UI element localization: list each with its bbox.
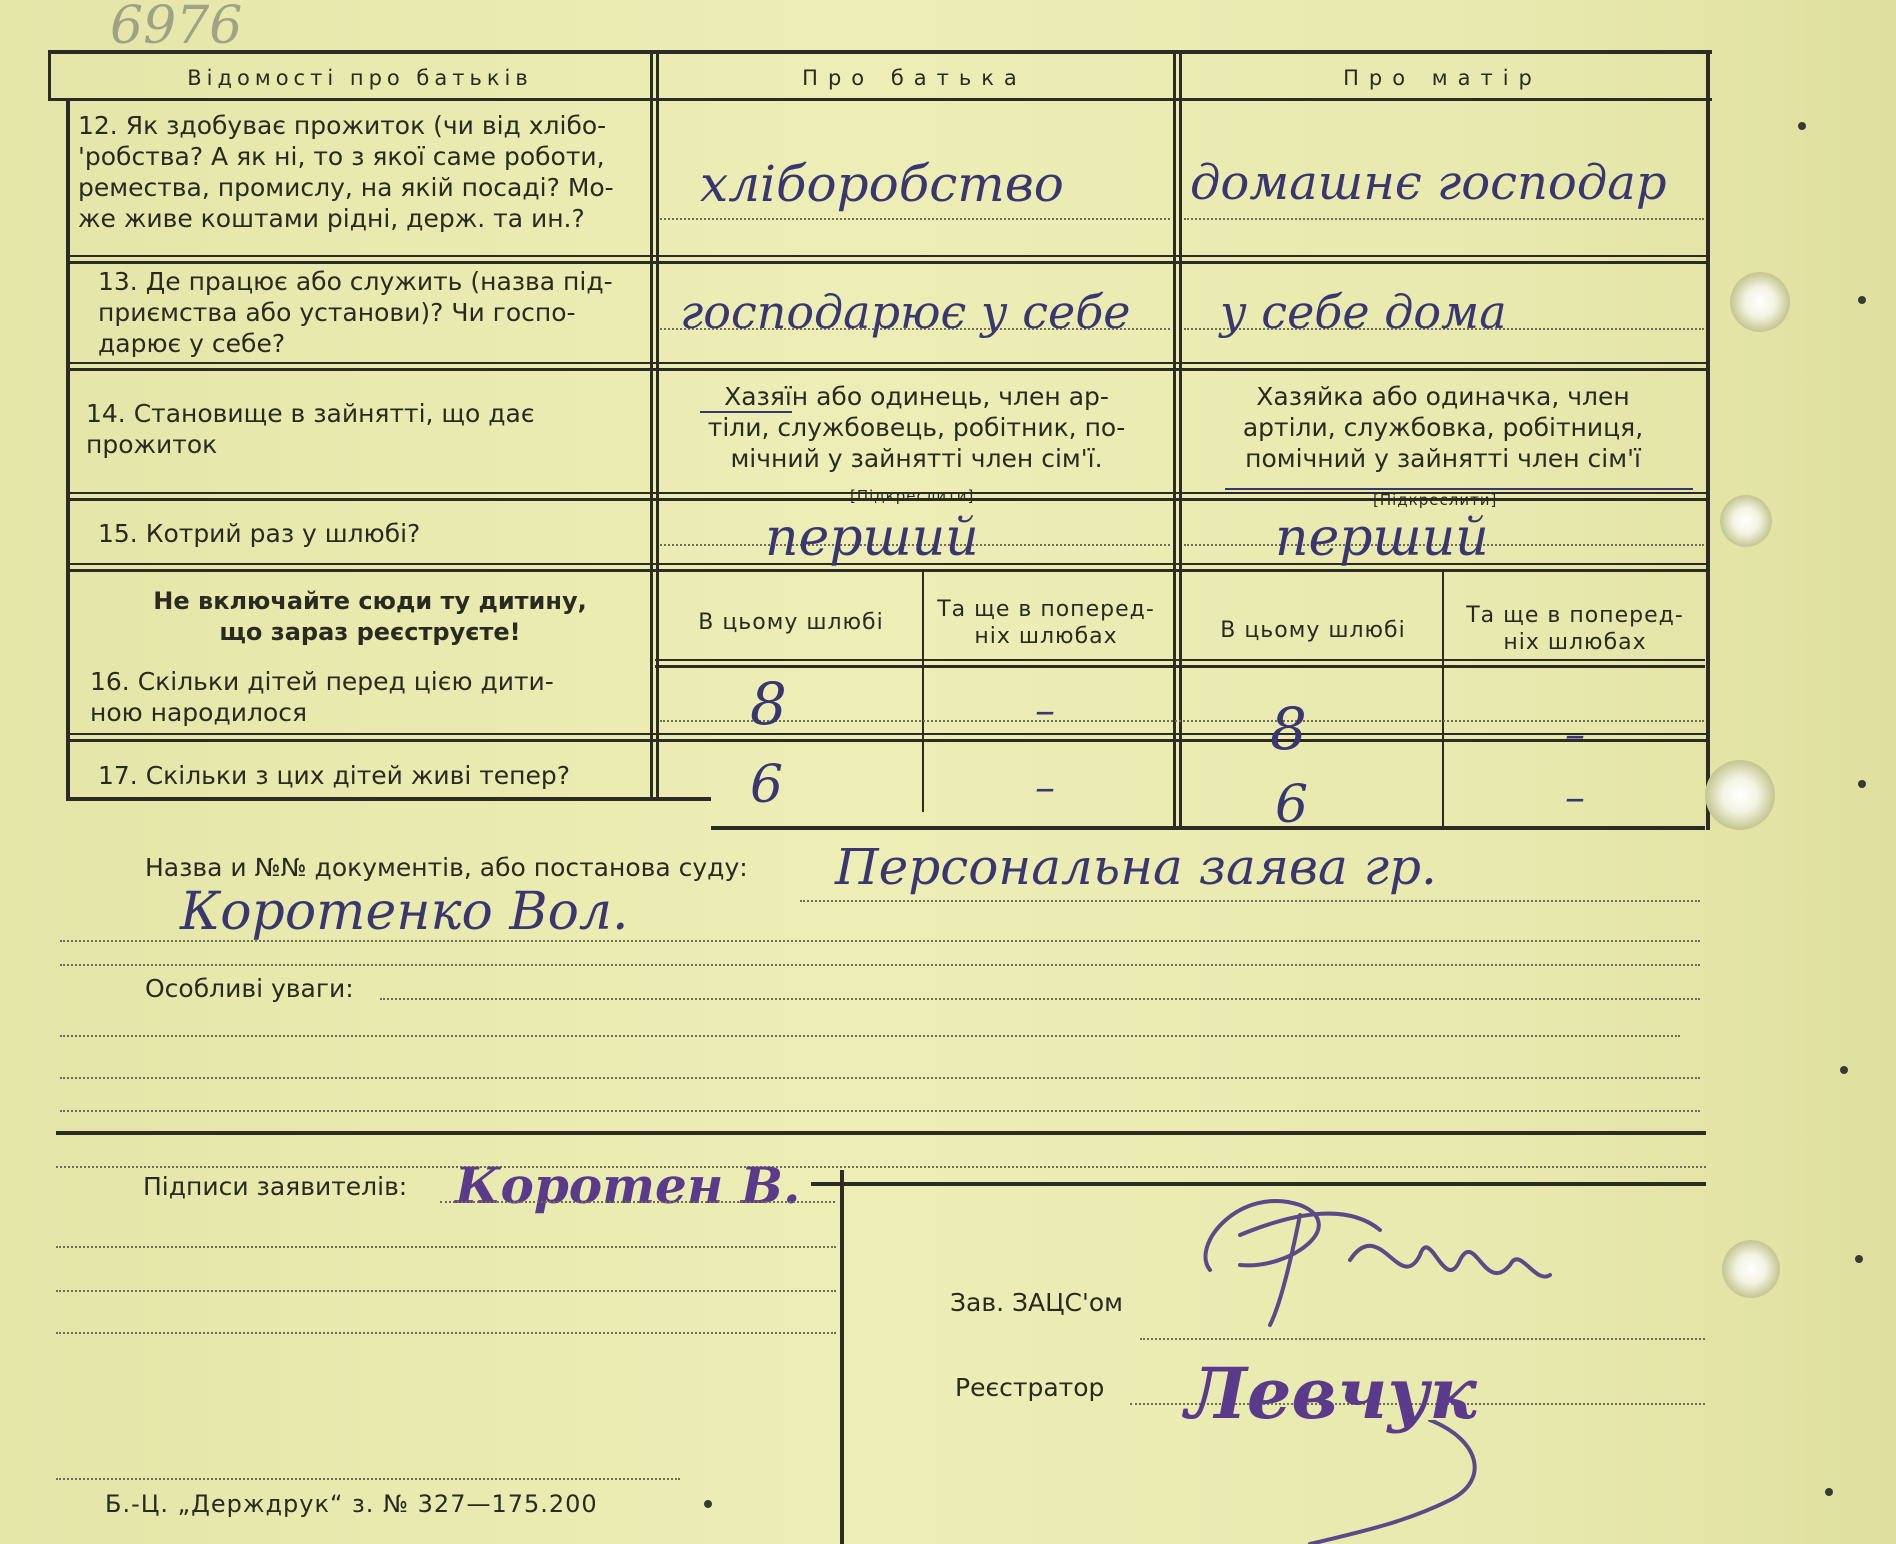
- q13-father-value: господарює у себе: [680, 285, 1131, 339]
- punch-hole: [1705, 760, 1775, 830]
- punch-hole: [1720, 495, 1772, 547]
- registrar-signature-flourish: [1250, 1420, 1570, 1544]
- registrar-signature: Левчук: [1185, 1352, 1477, 1435]
- q17-mother-this-value: 6: [1275, 775, 1309, 835]
- applicants-signature: Коротен В.: [455, 1156, 801, 1215]
- q15-father-value: перший: [765, 508, 979, 568]
- q12-father-value: хліборобство: [700, 155, 1064, 213]
- q12-label: 12. Як здобуває прожиток (чи від хлібо- 'робства? А як ні, то з якої саме роботи, ремества, промислу, на якій посаді? Мо- же живе коштами рідні, держ. та ин.?: [78, 111, 614, 233]
- q14-father-underline: [700, 411, 792, 413]
- registrar-label: Реєстратор: [955, 1373, 1105, 1402]
- q14-mother-underline-note: [Підкреслити]: [1373, 491, 1498, 509]
- header-parents-info: Відомості про батьків: [187, 66, 533, 90]
- remarks-label: Особливі уваги:: [145, 974, 354, 1003]
- q17-father-this-value: 6: [750, 755, 784, 815]
- head-signature: [1180, 1175, 1560, 1335]
- father-this-marriage-header: В цьому шлюбі: [698, 610, 884, 635]
- q16-mother-prev-value: –: [1565, 712, 1585, 758]
- q16-label: 16. Скільки дітей перед цією дити- ною народилося: [90, 667, 554, 727]
- q16-mother-this-value: 8: [1270, 695, 1307, 763]
- q13-mother-value: у себе дома: [1220, 285, 1507, 339]
- header-about-mother: Про матір: [1343, 66, 1542, 90]
- q14-label: 14. Становище в зайнятті, що дає прожиток: [86, 399, 535, 459]
- q17-label: 17. Скільки з цих дітей живі тепер?: [98, 761, 571, 790]
- q17-father-prev-value: –: [1035, 765, 1055, 811]
- q13-label: 13. Де працює або служить (назва під- приємства або установи)? Чи госпо- дарює у себе?: [98, 267, 613, 358]
- documents-value-line2: Коротенко Вол.: [180, 882, 629, 942]
- header-about-father: Про батька: [802, 66, 1027, 90]
- printer-imprint: Б.-Ц. „Держдрук“ з. № 327—175.200: [105, 1490, 598, 1518]
- punch-hole: [1722, 1240, 1780, 1298]
- q16-father-this-value: 8: [750, 670, 787, 738]
- documents-value-line1: Персональна заява гр.: [835, 838, 1437, 896]
- q15-label: 15. Котрий раз у шлюбі?: [98, 519, 421, 548]
- applicants-signatures-label: Підписи заявителів:: [143, 1172, 408, 1201]
- archive-number: 6976: [110, 0, 243, 56]
- mother-previous-header: Та ще в поперед- ніх шлюбах: [1466, 603, 1684, 655]
- mother-this-marriage-header: В цьому шлюбі: [1220, 618, 1406, 643]
- head-zags-label: Зав. ЗАЦС'ом: [950, 1288, 1123, 1317]
- q16-father-prev-value: –: [1035, 688, 1055, 734]
- children-note: Не включайте сюди ту дитину, що зараз реєструєте!: [153, 587, 587, 646]
- q17-mother-prev-value: –: [1565, 775, 1585, 821]
- q12-mother-value: домашнє господар: [1190, 155, 1667, 211]
- father-previous-header: Та ще в поперед- ніх шлюбах: [937, 597, 1155, 649]
- q14-father-options: Хазяїн або одинець, член ар- тіли, службовець, робітник, по- мічний у зайнятті член сім'ї.: [707, 382, 1126, 473]
- q14-mother-options: Хазяйка або одиначка, член артіли, службовка, робітниця, помічний у зайнятті член сім'ї: [1242, 382, 1644, 473]
- q15-mother-value: перший: [1275, 508, 1489, 568]
- documents-label: Назва и №№ документів, або постанова суду:: [145, 853, 748, 882]
- punch-hole: [1730, 272, 1790, 332]
- q14-father-underline-note: [Підкреслити]: [850, 487, 975, 505]
